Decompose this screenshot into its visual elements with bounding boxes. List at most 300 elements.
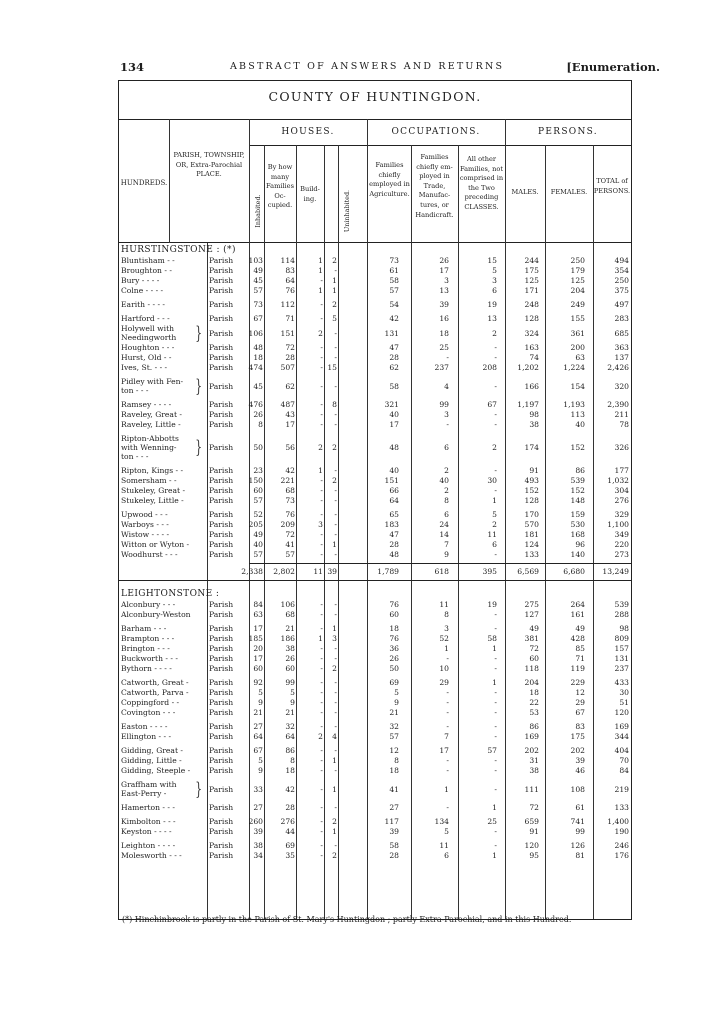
cell-value: 74 [529, 353, 539, 362]
table-row [119, 324, 631, 343]
cell-value: 66 [389, 486, 399, 495]
cell-value: - [494, 486, 497, 495]
place-type: Parish [209, 600, 234, 609]
cell-value: - [446, 420, 449, 429]
cell-value: 3 [492, 276, 497, 285]
cell-value: 119 [570, 664, 585, 673]
cell-value: 30 [487, 476, 497, 485]
cell-value: 151 [280, 328, 295, 338]
cell-value: 404 [614, 746, 629, 755]
place-name: Warboys - - - [121, 520, 169, 529]
table-row [119, 708, 631, 718]
cell-value: 205 [248, 520, 263, 529]
cell-value: 76 [389, 600, 399, 609]
cell-value: 154 [570, 381, 585, 391]
cell-value: - [334, 841, 337, 850]
cell-value: - [446, 353, 449, 362]
cell-value: 22 [529, 698, 539, 707]
cell-value: 46 [575, 766, 585, 775]
cell-value: 99 [285, 678, 295, 687]
cell-value: - [320, 746, 323, 755]
cell-value: - [320, 803, 323, 812]
cell-value: - [320, 276, 323, 285]
cell-value: 140 [570, 550, 585, 559]
cell-value: 72 [529, 803, 539, 812]
table-row [119, 286, 631, 296]
place-type: Parish [209, 443, 234, 452]
cell-value: - [320, 400, 323, 409]
table-row [119, 827, 631, 837]
table-row [119, 266, 631, 276]
table-row [119, 780, 631, 799]
cell-value: - [494, 624, 497, 633]
cell-value: 56 [285, 443, 295, 452]
building-column-header: Build-ing. [300, 185, 320, 203]
cell-value: 3 [332, 634, 337, 643]
cell-value: 5 [332, 314, 337, 323]
brace-mark: } [195, 437, 203, 458]
place-name: Upwood - - - [121, 510, 168, 519]
cell-value: 71 [575, 654, 585, 663]
cell-value: 60 [389, 610, 399, 619]
cell-value: 11 [487, 530, 497, 539]
cell-value: 26 [389, 654, 399, 663]
cell-value: 49 [529, 624, 539, 633]
cell-value: - [494, 827, 497, 836]
cell-value: - [334, 353, 337, 362]
cell-value: 175 [524, 266, 539, 275]
table-row [119, 520, 631, 530]
cell-value: - [446, 756, 449, 765]
cell-value: 106 [280, 600, 295, 609]
place-name: Alconbury - - - [121, 600, 176, 609]
cell-value: - [446, 708, 449, 717]
cell-value: 320 [614, 381, 629, 391]
cell-value: 126 [570, 841, 585, 850]
cell-value: - [334, 381, 337, 391]
cell-value: 344 [614, 732, 629, 741]
cell-value: 249 [570, 300, 585, 309]
cell-value: 6 [444, 443, 449, 452]
cell-value: 48 [389, 443, 399, 452]
table-row [119, 817, 631, 827]
cell-value: 741 [570, 817, 585, 826]
cell-value: 18 [439, 328, 449, 338]
cell-value: 169 [614, 722, 629, 731]
cell-value: - [494, 664, 497, 673]
cell-value: 71 [285, 314, 295, 323]
cell-value: - [320, 410, 323, 419]
cell-value: 1 [332, 286, 337, 295]
table-row [119, 624, 631, 634]
cell-value: 21 [389, 708, 399, 717]
table-row [119, 256, 631, 266]
cell-value: 57 [253, 496, 263, 505]
place-name: Barham - - - [121, 624, 167, 633]
total-value: 6,680 [563, 567, 585, 576]
place-name: Somersham - - [121, 476, 177, 485]
total-value: 2,802 [273, 567, 295, 576]
cell-value: 35 [285, 851, 295, 860]
cell-value: 108 [570, 784, 585, 794]
cell-value: 57 [487, 746, 497, 755]
persons-header: PERSONS. [538, 127, 598, 137]
cell-value: 8 [290, 756, 295, 765]
cell-value: 221 [280, 476, 295, 485]
cell-value: 99 [575, 827, 585, 836]
cell-value: 36 [389, 644, 399, 653]
cell-value: 50 [253, 443, 263, 452]
cell-value: 16 [439, 314, 449, 323]
cell-value: - [320, 510, 323, 519]
cell-value: 237 [614, 664, 629, 673]
cell-value: 18 [285, 766, 295, 775]
cell-value: 86 [575, 466, 585, 475]
males-column-header: MALES. [511, 188, 539, 196]
cell-value: 39 [575, 756, 585, 765]
cell-value: 202 [570, 746, 585, 755]
cell-value: - [494, 756, 497, 765]
table-row [119, 664, 631, 674]
cell-value: 62 [285, 381, 295, 391]
cell-value: 1 [332, 784, 337, 794]
cell-value: 45 [253, 381, 263, 391]
cell-value: 67 [253, 746, 263, 755]
cell-value: 25 [439, 343, 449, 352]
trade-column-header: Families chiefly em-ployed in Trade, Manufac-tures, or Handicraft. [415, 153, 454, 219]
cell-value: 23 [253, 466, 263, 475]
cell-value: 42 [285, 466, 295, 475]
cell-value: 120 [524, 841, 539, 850]
brace-mark: } [195, 375, 203, 397]
cell-value: 64 [389, 496, 399, 505]
cell-value: 169 [524, 732, 539, 741]
cell-value: 19 [487, 600, 497, 609]
cell-value: 5 [492, 266, 497, 275]
cell-value: - [334, 530, 337, 539]
cell-value: 183 [384, 520, 399, 529]
cell-value: 204 [524, 678, 539, 687]
cell-value: 21 [285, 708, 295, 717]
cell-value: 137 [614, 353, 629, 362]
cell-value: 2 [444, 486, 449, 495]
cell-value: - [320, 698, 323, 707]
cell-value: 9 [394, 698, 399, 707]
total-value: 11 [313, 567, 323, 576]
cell-value: 363 [614, 343, 629, 352]
cell-value: - [494, 420, 497, 429]
cell-value: 28 [285, 803, 295, 812]
cell-value: 62 [389, 363, 399, 372]
cell-value: 42 [389, 314, 399, 323]
cell-value: - [334, 766, 337, 775]
cell-value: 219 [614, 784, 629, 794]
cell-value: 19 [487, 300, 497, 309]
table-row [119, 634, 631, 644]
cell-value: 209 [280, 520, 295, 529]
cell-value: 98 [619, 624, 629, 633]
cell-value: 428 [570, 634, 585, 643]
cell-value: 4 [444, 381, 449, 391]
cell-value: 1 [318, 466, 323, 475]
cell-value: 3 [444, 410, 449, 419]
females-column-header: FEMALES. [550, 188, 588, 196]
running-title: ABSTRACT OF ANSWERS AND RETURNS [230, 61, 505, 72]
cell-value: - [334, 328, 337, 338]
cell-value: 48 [389, 550, 399, 559]
cell-value: 2,390 [607, 400, 629, 409]
place-type: Parish [209, 496, 234, 505]
census-table [118, 80, 632, 920]
cell-value: 539 [570, 476, 585, 485]
place-name: Graffham with East-Perry - [121, 780, 177, 798]
cell-value: 83 [285, 266, 295, 275]
place-type: Parish [209, 363, 234, 372]
cell-value: 72 [285, 343, 295, 352]
cell-value: - [334, 600, 337, 609]
cell-value: 168 [570, 530, 585, 539]
cell-value: 2 [318, 328, 323, 338]
place-type: Parish [209, 634, 234, 643]
cell-value: 73 [389, 256, 399, 265]
cell-value: 21 [285, 624, 295, 633]
cell-value: 28 [389, 851, 399, 860]
place-type: Parish [209, 381, 234, 391]
cell-value: 381 [524, 634, 539, 643]
cell-value: - [334, 550, 337, 559]
place-type: Parish [209, 266, 234, 275]
cell-value: - [494, 343, 497, 352]
cell-value: - [320, 530, 323, 539]
cell-value: 18 [253, 353, 263, 362]
cell-value: 2 [332, 476, 337, 485]
cell-value: 1 [444, 784, 449, 794]
table-row [119, 722, 631, 732]
cell-value: 5 [492, 510, 497, 519]
cell-value: 27 [253, 803, 263, 812]
cell-value: 65 [389, 510, 399, 519]
hundreds-column-header: HUNDREDS. [120, 179, 168, 187]
cell-value: 2 [332, 256, 337, 265]
cell-value: 99 [439, 400, 449, 409]
cell-value: 8 [258, 420, 263, 429]
cell-value: 1 [492, 644, 497, 653]
table-row [119, 610, 631, 620]
table-row [119, 756, 631, 766]
cell-value: 2 [332, 300, 337, 309]
place-name: Bluntisham - - [121, 256, 175, 265]
cell-value: 5 [258, 756, 263, 765]
cell-value: 60 [253, 664, 263, 673]
cell-value: 60 [253, 486, 263, 495]
cell-value: - [320, 486, 323, 495]
cell-value: 47 [389, 343, 399, 352]
cell-value: 2 [332, 664, 337, 673]
cell-value: 487 [280, 400, 295, 409]
cell-value: - [320, 496, 323, 505]
place-type: Parish [209, 510, 234, 519]
cell-value: 6 [444, 510, 449, 519]
cell-value: 67 [575, 708, 585, 717]
cell-value: - [334, 803, 337, 812]
cell-value: 68 [285, 610, 295, 619]
cell-value: 494 [614, 256, 629, 265]
cell-value: 175 [570, 732, 585, 741]
cell-value: 120 [614, 708, 629, 717]
cell-value: 38 [253, 841, 263, 850]
cell-value: 276 [614, 496, 629, 505]
place-name: Ellington - - - [121, 732, 172, 741]
rule [169, 119, 170, 243]
place-type: Parish [209, 314, 234, 323]
cell-value: - [334, 343, 337, 352]
cell-value: 32 [389, 722, 399, 731]
table-row [119, 400, 631, 410]
cell-value: 15 [327, 363, 337, 372]
hundred-heading: LEIGHTONSTONE : [121, 589, 220, 599]
cell-value: 1 [444, 644, 449, 653]
cell-value: 60 [529, 654, 539, 663]
cell-value: 246 [614, 841, 629, 850]
cell-value: 1 [492, 851, 497, 860]
cell-value: - [320, 766, 323, 775]
cell-value: 150 [248, 476, 263, 485]
cell-value: 113 [570, 410, 585, 419]
cell-value: 17 [439, 746, 449, 755]
cell-value: 1 [318, 286, 323, 295]
rule [249, 145, 631, 146]
cell-value: 208 [482, 363, 497, 372]
cell-value: - [446, 654, 449, 663]
cell-value: 166 [524, 381, 539, 391]
place-name: Hurst, Old - - [121, 353, 172, 362]
cell-value: 58 [389, 841, 399, 850]
table-row [119, 510, 631, 520]
cell-value: 44 [285, 827, 295, 836]
total-value: 618 [434, 567, 449, 576]
cell-value: 39 [439, 300, 449, 309]
cell-value: 48 [253, 343, 263, 352]
table-row [119, 688, 631, 698]
cell-value: 9 [444, 550, 449, 559]
cell-value: 3 [444, 276, 449, 285]
total-value: 2,338 [241, 567, 263, 576]
cell-value: 40 [253, 540, 263, 549]
cell-value: 58 [389, 381, 399, 391]
cell-value: 17 [439, 266, 449, 275]
cell-value: 125 [570, 276, 585, 285]
cell-value: 14 [439, 530, 449, 539]
cell-value: 163 [524, 343, 539, 352]
cell-value: - [320, 678, 323, 687]
cell-value: - [494, 550, 497, 559]
cell-value: 2 [444, 466, 449, 475]
place-name: Keyston - - - - [121, 827, 172, 836]
houses-header: HOUSES. [281, 127, 335, 137]
cell-value: 64 [253, 732, 263, 741]
place-type: Parish [209, 486, 234, 495]
cell-value: 1,202 [517, 363, 539, 372]
cell-value: 131 [384, 328, 399, 338]
cell-value: 17 [389, 420, 399, 429]
cell-value: - [494, 466, 497, 475]
cell-value: 476 [248, 400, 263, 409]
cell-value: 18 [529, 688, 539, 697]
cell-value: - [320, 300, 323, 309]
place-type: Parish [209, 610, 234, 619]
cell-value: 45 [253, 276, 263, 285]
cell-value: 152 [570, 486, 585, 495]
place-name: Earith - - - - [121, 300, 165, 309]
place-name: Covington - - - [121, 708, 176, 717]
cell-value: - [334, 654, 337, 663]
cell-value: 131 [614, 654, 629, 663]
place-name: Stukeley, Little - [121, 496, 184, 505]
brace-mark: } [195, 322, 203, 344]
cell-value: - [320, 476, 323, 485]
cell-value: - [334, 466, 337, 475]
cell-value: 60 [285, 664, 295, 673]
running-head [120, 60, 660, 76]
place-type: Parish [209, 698, 234, 707]
cell-value: 244 [524, 256, 539, 265]
place-type: Parish [209, 300, 234, 309]
cell-value: - [446, 803, 449, 812]
cell-value: 49 [253, 266, 263, 275]
other-column-header: All other Families, not comprised in the Two preceding CLASSES. [459, 155, 504, 211]
cell-value: 25 [487, 817, 497, 826]
place-name: Buckworth - - - [121, 654, 178, 663]
cell-value: 7 [444, 732, 449, 741]
cell-value: 8 [444, 496, 449, 505]
place-name: Holywell with Needingworth [121, 324, 177, 342]
cell-value: 8 [444, 610, 449, 619]
cell-value: 57 [389, 286, 399, 295]
cell-value: 86 [529, 722, 539, 731]
cell-value: 275 [524, 600, 539, 609]
place-type: Parish [209, 841, 234, 850]
cell-value: 17 [253, 654, 263, 663]
cell-value: 474 [248, 363, 263, 372]
table-row [119, 851, 631, 861]
place-name: Gidding, Little - [121, 756, 182, 765]
cell-value: - [334, 722, 337, 731]
cell-value: 304 [614, 486, 629, 495]
cell-value: 73 [285, 496, 295, 505]
place-name: Colne - - - - [121, 286, 164, 295]
place-name: Brampton - - - [121, 634, 175, 643]
table-row [119, 363, 631, 373]
place-type: Parish [209, 722, 234, 731]
cell-value: - [320, 550, 323, 559]
cell-value: - [334, 644, 337, 653]
cell-value: - [494, 381, 497, 391]
place-name: Wistow - - - - [121, 530, 170, 539]
cell-value: 1 [492, 496, 497, 505]
place-name: Molesworth - - - [121, 851, 182, 860]
cell-value: 111 [524, 784, 539, 794]
cell-value: 39 [389, 827, 399, 836]
total-value: 13,249 [602, 567, 629, 576]
table-row [119, 466, 631, 476]
cell-value: - [334, 410, 337, 419]
table-row [119, 300, 631, 310]
cell-value: 86 [285, 746, 295, 755]
place-type: Parish [209, 353, 234, 362]
cell-value: 92 [253, 678, 263, 687]
cell-value: 354 [614, 266, 629, 275]
families-column-header: By how many Families Oc-cupied. [266, 163, 294, 210]
